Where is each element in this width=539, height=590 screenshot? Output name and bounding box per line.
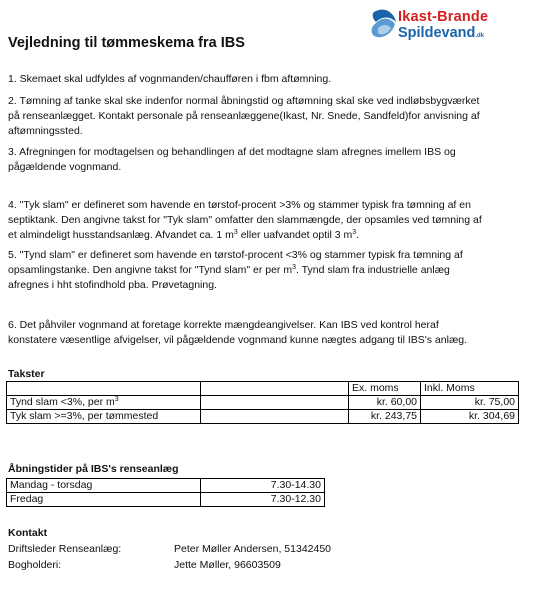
price-ex-moms: kr. 60,00 [349,396,421,410]
table-header-inkl-moms: Inkl. Moms [421,382,519,396]
contact-label: Driftsleder Renseanlæg: [8,543,122,555]
table-row [7,410,519,424]
opening-day: Mandag - torsdag [7,479,201,493]
table-row [7,382,519,396]
paragraph-line: 3. Afregningen for modtagelsen og behandlingen af det modtagne slam afregnes imellem IBS og [8,146,456,158]
price-inkl-moms: kr. 304,69 [421,410,519,424]
page-title: Vejledning til tømmeskema fra IBS [8,35,245,51]
paragraph-line: 4. "Tyk slam" er defineret som havende en tørstof-procent >3% og stammer typisk fra tømning af en [8,199,471,211]
opening-day: Fredag [7,493,201,507]
logo-text-ikast-brande: Ikast-Brande [398,9,489,25]
paragraph-5 [8,248,528,293]
superscript: 3 [114,396,119,403]
table-cell [201,382,349,396]
table-row-label: Tynd slam <3%, per $m^3$ [7,396,201,410]
logo-domain-suffix: .dk [475,33,485,39]
paragraph-6 [8,318,528,348]
table-row [7,493,325,507]
price-ex-moms: kr. 243,75 [349,410,421,424]
logo-text-spildevand: Spildevand.dk [398,25,485,41]
table-cell [201,396,349,410]
contact-value: Peter Møller Andersen, 51342450 [174,543,332,555]
takster-table [6,381,519,424]
paragraph-line: 2. Tømning af tanke skal ske indenfor normal åbningstid og aftømning skal ske ved indløbsbygværket [8,95,480,107]
paragraph-line: 6. Det påhviler vognmand at foretage korrekte mængdeangivelser. Kan IBS ved kontrol heraf [8,319,439,331]
paragraph-line: konstatere væsentlige afvigelser, vil pågældende vognmand kunne nægtes adgang til IBS's anlæg. [8,334,468,346]
opening-hours: 7.30-14.30 [201,479,325,493]
table-cell [7,382,201,396]
opening-hours-heading: Åbningstider på IBS's renseanlæg [8,463,179,475]
paragraph-line: septiktank. Den angivne takst for "Tyk slam" omfatter den slammængde, der opsamles ved tømning af [8,214,482,226]
paragraph-line: 5. "Tynd slam" er defineret som havende en tørstof-procent <3% og stammer typisk fra tømning af [8,249,463,261]
paragraph-1 [8,72,528,87]
table-cell [201,410,349,424]
paragraph-3 [8,145,528,175]
table-row [7,396,519,410]
contact-label: Bogholderi: [8,559,62,571]
paragraph-line: aftømningssted. [8,125,83,137]
superscript: 3 [233,229,238,236]
paragraph-4 [8,198,528,243]
opening-hours: 7.30-12.30 [201,493,325,507]
company-logo [368,6,518,42]
paragraph-line: pågældende vognmand. [8,161,122,173]
paragraph-line: 1. Skemaet skal udfyldes af vognmanden/chaufføren i fbm aftømning. [8,73,332,85]
contact-heading: Kontakt [8,527,48,539]
paragraph-line: afregnes i hht stofindhold pba. Prøvetagning. [8,279,217,291]
water-drop-icon [368,6,398,42]
paragraph-line: et almindeligt husstandsanlæg. Afvandet ca. 1 $m^3$ eller uafvandet optil 3 $m^3$. [8,229,360,241]
paragraph-line: på renseanlægget. Kontakt personale på renseanlæggene(Ikast, Nr. Snede, Sandfeld)for anvisning af [8,110,480,122]
paragraph-2 [8,94,528,139]
table-row-label: Tyk slam >=3%, per tømmested [7,410,201,424]
price-inkl-moms: kr. 75,00 [421,396,519,410]
paragraph-line: opsamlingstanke. Den angivne takst for "Tynd slam" er per $m^3$. Tynd slam fra industrielle anlæg [8,264,450,276]
table-header-ex-moms: Ex. moms [349,382,421,396]
contact-value: Jette Møller, 96603509 [174,559,281,571]
superscript: 3 [292,264,296,271]
takster-heading: Takster [8,368,45,380]
superscript: 3 [352,229,357,236]
opening-hours-table [6,478,325,507]
table-row [7,479,325,493]
